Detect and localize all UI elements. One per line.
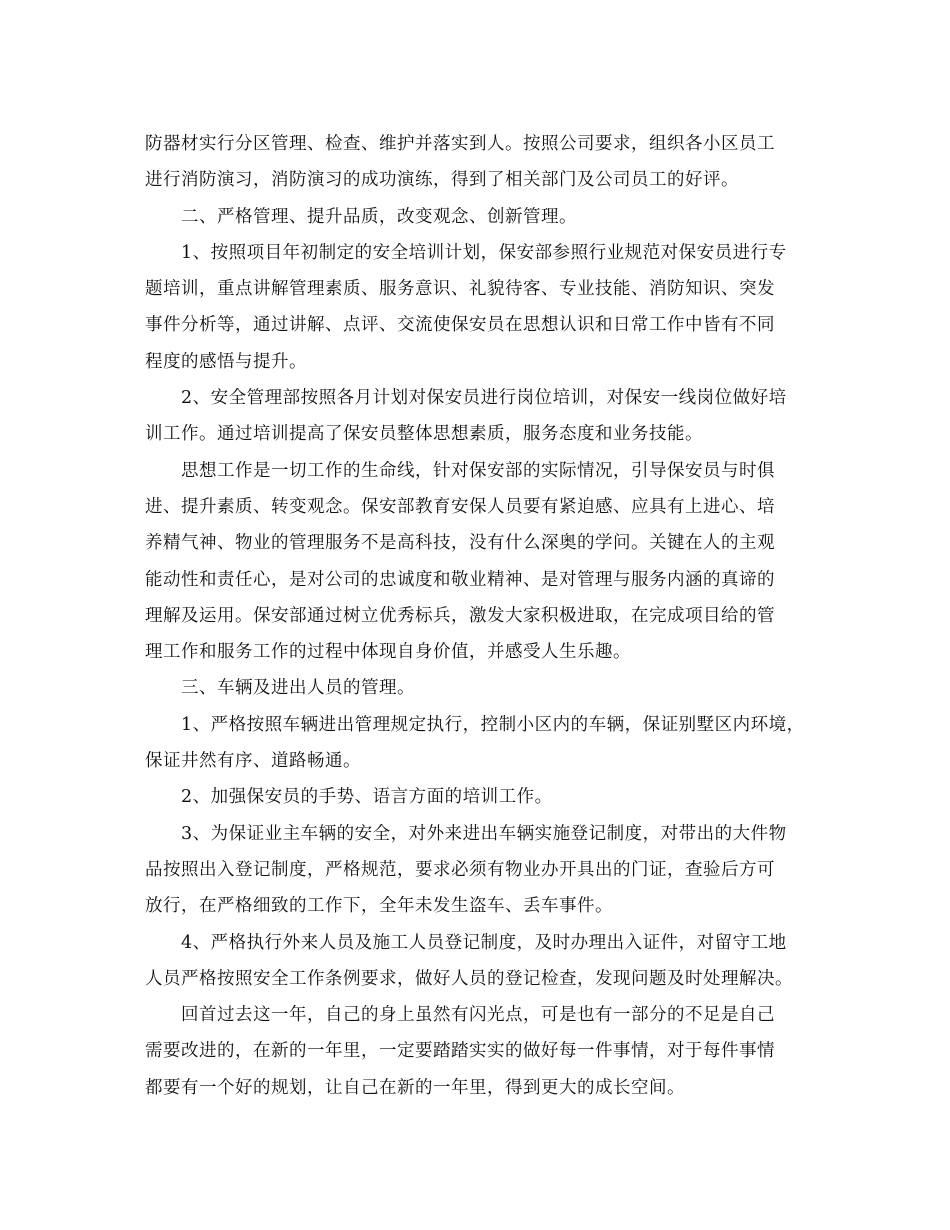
- text-line: 思想工作是一切工作的生命线，针对保安部的实际情况，引导保安员与时俱: [181, 460, 775, 481]
- text-line: 需要改进的，在新的一年里，一定要踏踏实实的做好每一件事情，对于每件事情: [145, 1041, 775, 1062]
- text-line: 4、严格执行外来人员及施工人员登记制度，及时办理出入证件，对留守工地: [181, 932, 787, 953]
- text-line: 进、提升素质、转变观念。保安部教育安保人员要有紧迫感、应具有上进心、培: [145, 496, 775, 517]
- text-line: 防器材实行分区管理、检查、维护并落实到人。按照公司要求，组织各小区员工: [145, 134, 775, 154]
- text-line: 程度的感悟与提升。: [145, 351, 307, 372]
- text-line: 回首过去这一年，自己的身上虽然有闪光点，可是也有一部分的不足是自己: [181, 1005, 775, 1026]
- text-line: 训工作。通过培训提高了保安员整体思想素质，服务态度和业务技能。: [145, 424, 703, 445]
- text-line: 事件分析等，通过讲解、点评、交流使保安员在思想认识和日常工作中皆有不同: [145, 315, 775, 336]
- section-heading: 三、车辆及进出人员的管理。: [181, 678, 415, 699]
- text-line: 1、按照项目年初制定的安全培训计划，保安部参照行业规范对保安员进行专: [181, 242, 787, 263]
- text-line: 保证井然有序、道路畅通。: [145, 751, 361, 772]
- text-line: 能动性和责任心，是对公司的忠诚度和敬业精神、是对管理与服务内涵的真谛的: [145, 569, 775, 590]
- text-line: 3、为保证业主车辆的安全，对外来进出车辆实施登记制度，对带出的大件物: [181, 823, 787, 844]
- text-line: 题培训，重点讲解管理素质、服务意识、礼貌待客、专业技能、消防知识、突发: [145, 279, 775, 300]
- text-line: 进行消防演习，消防演习的成功演练，得到了相关部门及公司员工的好评。: [145, 170, 739, 191]
- text-line: 1、严格按照车辆进出管理规定执行，控制小区内的车辆，保证别墅区内环境，: [181, 714, 805, 735]
- text-line: 养精气神、物业的管理服务不是高科技，没有什么深奥的学问。关键在人的主观: [145, 533, 775, 554]
- text-line: 品按照出入登记制度，严格规范，要求必须有物业办开具出的门证，查验后方可: [145, 859, 775, 880]
- text-line: 2、安全管理部按照各月计划对保安员进行岗位培训，对保安一线岗位做好培: [181, 388, 787, 409]
- text-line: 都要有一个好的规划，让自己在新的一年里，得到更大的成长空间。: [145, 1077, 685, 1098]
- text-line: 理工作和服务工作的过程中体现自身价值，并感受人生乐趣。: [145, 642, 631, 663]
- text-line: 人员严格按照安全工作条例要求，做好人员的登记检查，发现问题及时处理解决。: [145, 968, 793, 989]
- text-line: 理解及运用。保安部通过树立优秀标兵，激发大家积极进取，在完成项目给的管: [145, 605, 775, 626]
- text-line: 2、加强保安员的手势、语言方面的培训工作。: [181, 787, 553, 808]
- text-line: 放行，在严格细致的工作下，全年未发生盗车、丢车事件。: [145, 896, 613, 917]
- section-heading: 二、严格管理、提升品质，改变观念、创新管理。: [181, 206, 577, 227]
- document-body: [145, 126, 825, 1106]
